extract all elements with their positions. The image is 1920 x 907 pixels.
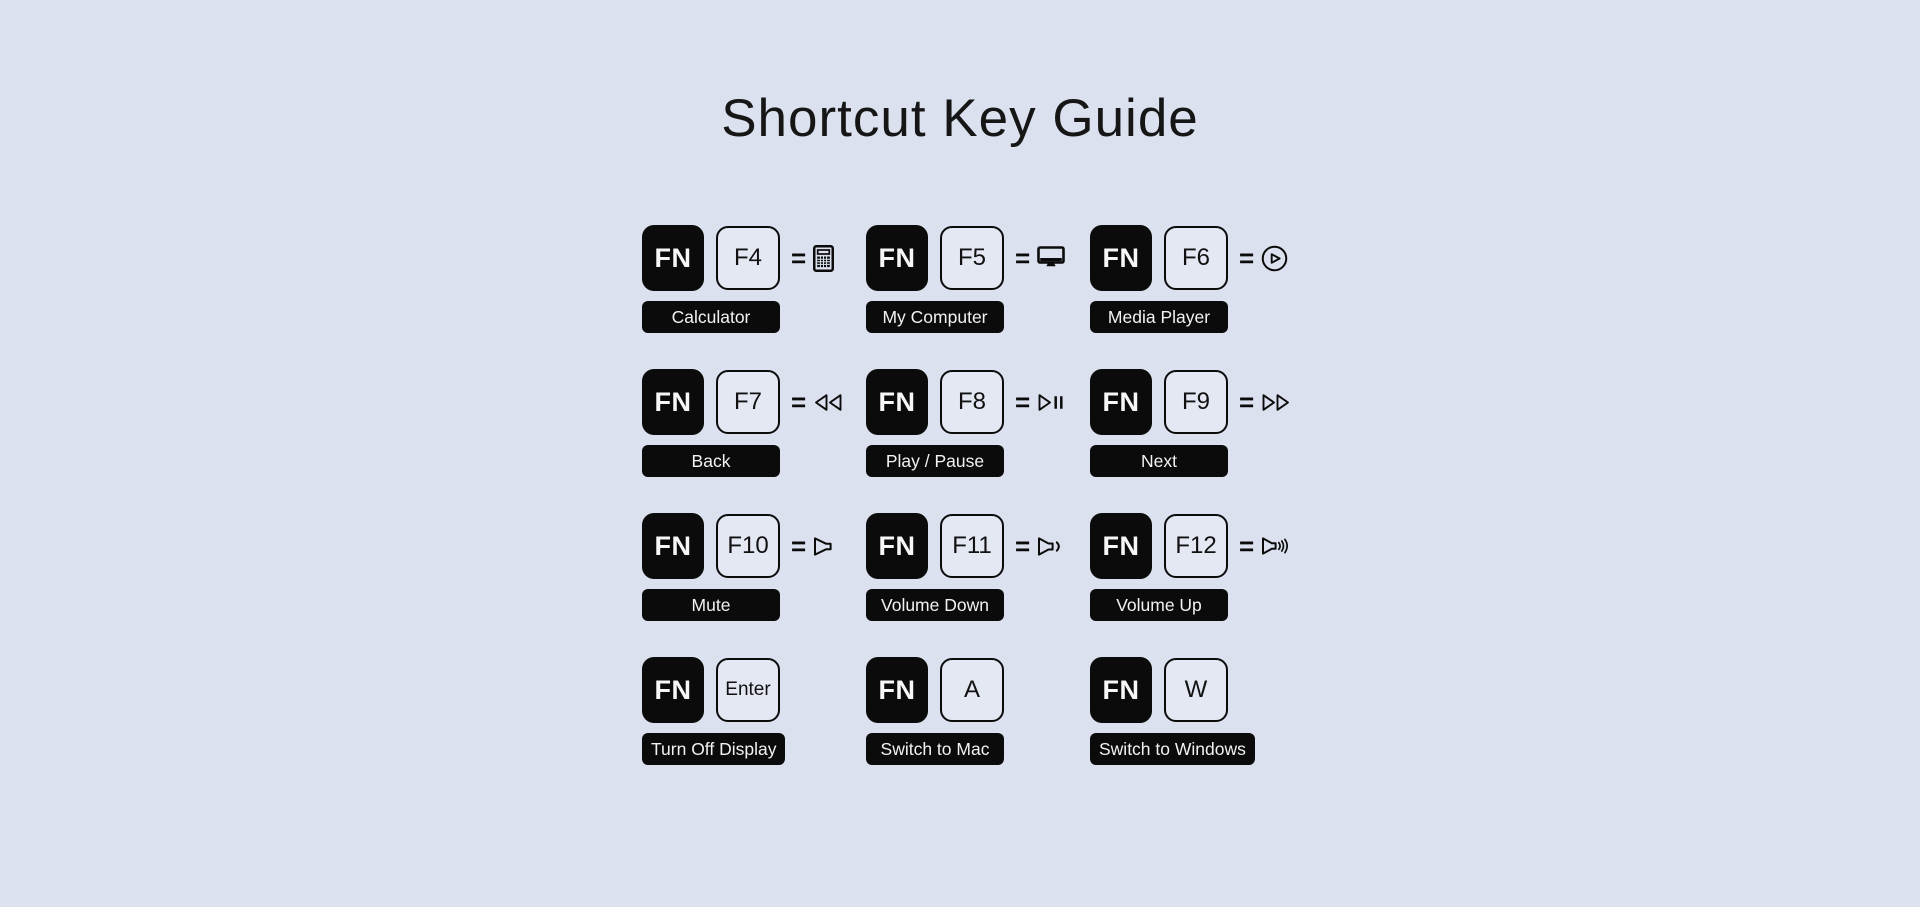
key-combo (642, 657, 780, 723)
shortcut-cell (642, 513, 866, 621)
key-result (1015, 387, 1065, 418)
fn-key: FN (866, 225, 928, 291)
function-key: F8 (940, 370, 1004, 434)
function-key: F11 (940, 514, 1004, 578)
fn-key: FN (642, 657, 704, 723)
shortcut-label: Back (642, 445, 780, 477)
calculator-icon (813, 245, 834, 272)
shortcut-cell (866, 225, 1090, 333)
shortcut-label: Mute (642, 589, 780, 621)
key-result (1015, 531, 1064, 562)
shortcut-label: Calculator (642, 301, 780, 333)
key-combo (866, 225, 1065, 291)
shortcut-cell (866, 657, 1090, 765)
function-key: W (1164, 658, 1228, 722)
fast-forward-icon (1261, 393, 1291, 412)
function-key: F7 (716, 370, 780, 434)
shortcut-label: Volume Up (1090, 589, 1228, 621)
volume-up-icon (1261, 535, 1292, 557)
key-combo (642, 225, 834, 291)
function-key: F9 (1164, 370, 1228, 434)
key-result (1239, 243, 1288, 274)
shortcut-cell (866, 369, 1090, 477)
equals-sign: = (1239, 386, 1255, 417)
shortcut-cell (1090, 657, 1314, 765)
shortcut-label: Next (1090, 445, 1228, 477)
key-combo (866, 513, 1064, 579)
shortcut-label: Play / Pause (866, 445, 1004, 477)
key-combo (1090, 369, 1291, 435)
equals-sign: = (1015, 386, 1031, 417)
function-key: F4 (716, 226, 780, 290)
fn-key: FN (866, 369, 928, 435)
fn-key: FN (1090, 657, 1152, 723)
key-result (791, 387, 843, 418)
key-combo (642, 513, 835, 579)
shortcut-grid (642, 225, 1314, 765)
equals-sign: = (791, 530, 807, 561)
key-result (791, 531, 835, 562)
shortcut-cell (642, 369, 866, 477)
key-combo (1090, 225, 1288, 291)
key-result (1239, 531, 1292, 562)
key-combo (866, 657, 1004, 723)
equals-sign: = (1239, 242, 1255, 273)
shortcut-cell (642, 225, 866, 333)
key-result (1239, 387, 1291, 418)
function-key: F10 (716, 514, 780, 578)
fn-key: FN (866, 513, 928, 579)
fn-key: FN (1090, 225, 1152, 291)
page-title: Shortcut Key Guide (721, 89, 1199, 148)
shortcut-label: Switch to Windows (1090, 733, 1255, 765)
shortcut-label: Volume Down (866, 589, 1004, 621)
shortcut-cell (1090, 513, 1314, 621)
function-key: Enter (716, 658, 780, 722)
function-key: F12 (1164, 514, 1228, 578)
shortcut-cell (642, 657, 866, 765)
fn-key: FN (1090, 369, 1152, 435)
equals-sign: = (1015, 530, 1031, 561)
equals-sign: = (791, 242, 807, 273)
key-combo (866, 369, 1065, 435)
function-key: F6 (1164, 226, 1228, 290)
equals-sign: = (1239, 530, 1255, 561)
rewind-icon (813, 393, 843, 412)
monitor-icon (1037, 246, 1065, 270)
shortcut-cell (1090, 225, 1314, 333)
fn-key: FN (642, 225, 704, 291)
volume-down-icon (1037, 536, 1064, 557)
key-combo (1090, 513, 1292, 579)
shortcut-cell (866, 513, 1090, 621)
key-result (1015, 243, 1065, 274)
fn-key: FN (1090, 513, 1152, 579)
shortcut-label: My Computer (866, 301, 1004, 333)
shortcut-label: Switch to Mac (866, 733, 1004, 765)
fn-key: FN (642, 513, 704, 579)
function-key: A (940, 658, 1004, 722)
shortcut-cell (1090, 369, 1314, 477)
shortcut-label: Media Player (1090, 301, 1228, 333)
key-combo (642, 369, 843, 435)
function-key: F5 (940, 226, 1004, 290)
play-pause-icon (1037, 393, 1065, 412)
key-combo (1090, 657, 1228, 723)
equals-sign: = (791, 386, 807, 417)
fn-key: FN (642, 369, 704, 435)
shortcut-label: Turn Off Display (642, 733, 785, 765)
key-result (791, 243, 834, 274)
speaker-mute-icon (813, 536, 835, 557)
equals-sign: = (1015, 242, 1031, 273)
play-circle-icon (1261, 245, 1288, 272)
fn-key: FN (866, 657, 928, 723)
